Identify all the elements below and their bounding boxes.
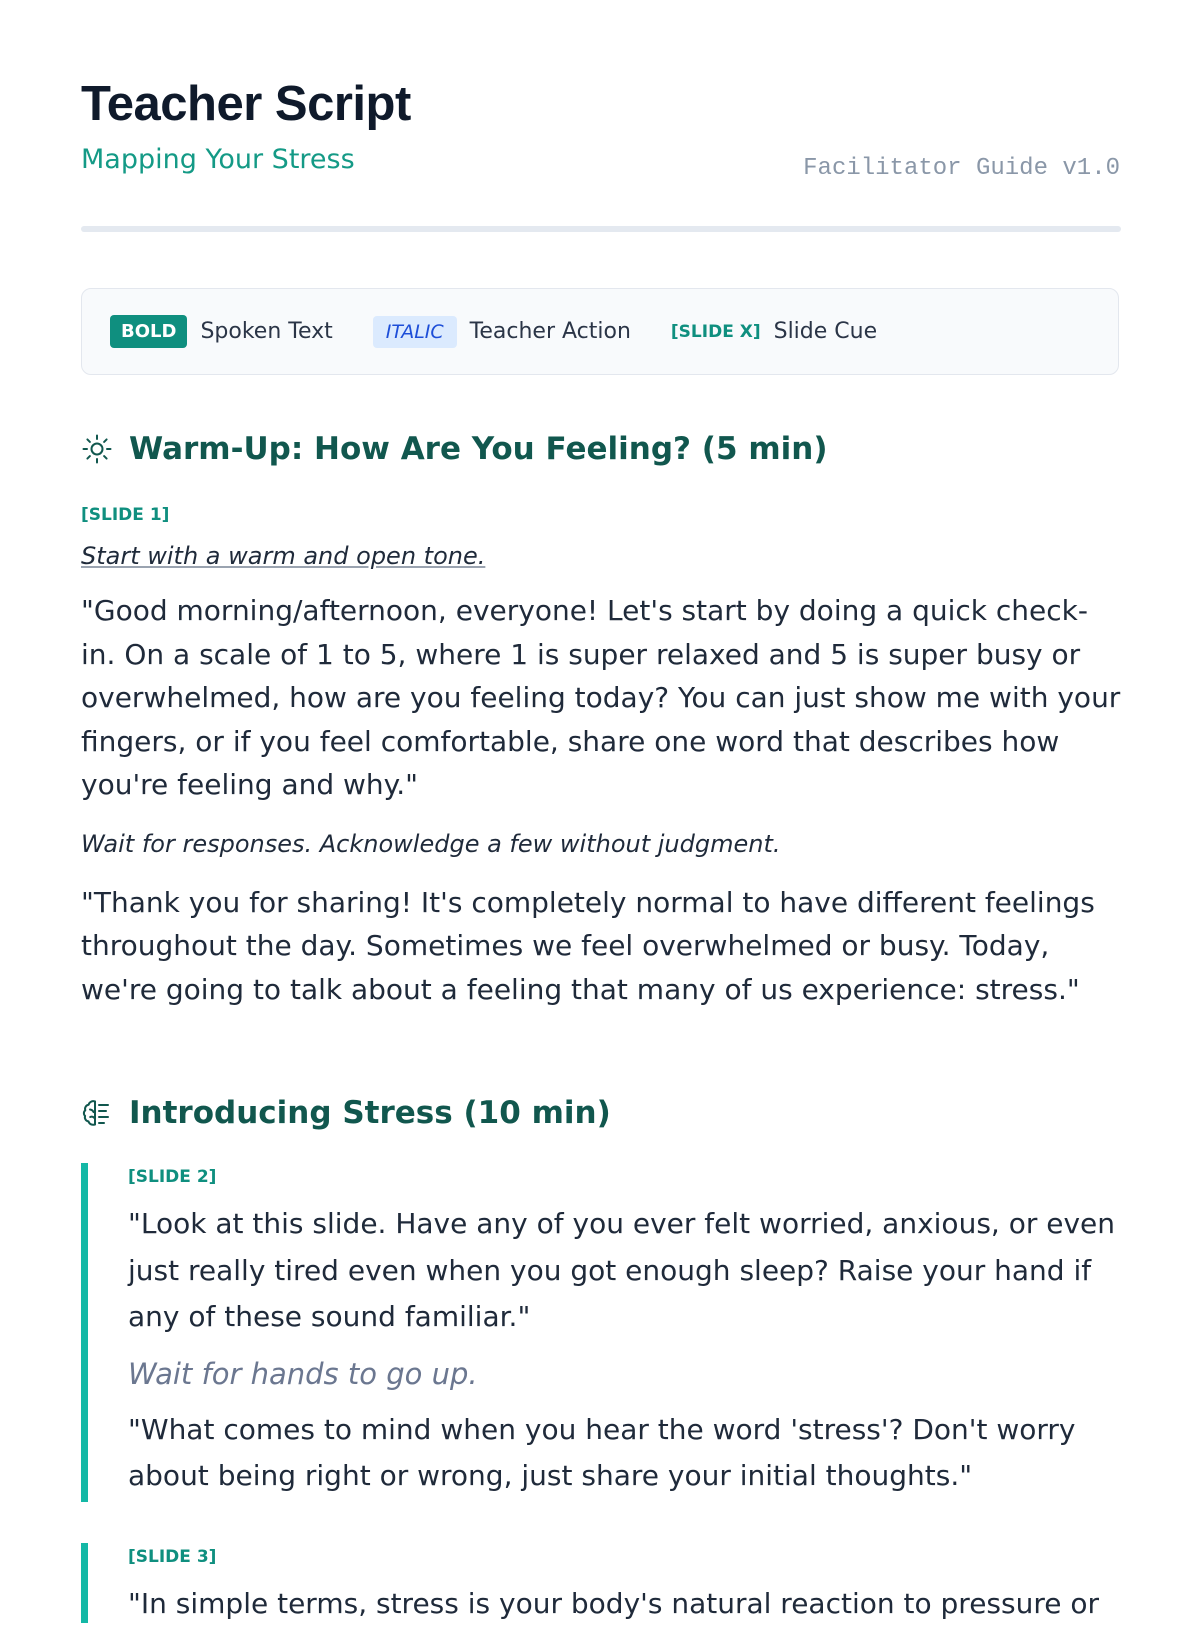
teacher-action: Wait for responses. Acknowledge a few without judgment. [81, 829, 781, 858]
guide-version-label: Facilitator Guide v1.0 [803, 155, 1120, 182]
sun-icon [81, 433, 113, 465]
legend-item-italic [373, 316, 631, 348]
format-legend [81, 288, 1119, 375]
brain-icon [81, 1097, 113, 1129]
section-heading-warm-up [81, 431, 828, 467]
warm-up-script [81, 505, 1121, 1011]
teacher-action: Wait for hands to go up. [128, 1356, 478, 1391]
page-subtitle: Mapping Your Stress [81, 143, 355, 175]
spoken-text: "What comes to mind when you hear the word 'stress'? Don't worry about being right or wrong, just share your initial thoughts." [128, 1412, 1076, 1492]
spoken-text: "Good morning/afternoon, everyone! Let's start by doing a quick check-in. On a scale of 1 to 5, where 1 is super relaxed and 5 is super busy or overwhelmed, how are you feeling today? You can just show me with your fingers, or if you feel comfortable, share one word that describes how you're feeling and why." [81, 594, 1121, 801]
bold-badge: BOLD [110, 315, 187, 348]
spoken-text: "In simple terms, stress is your body's natural reaction to pressure or [128, 1587, 1100, 1620]
slide-badge: [SLIDE X] [670, 321, 761, 342]
slide-cue: [SLIDE 2] [128, 1167, 217, 1187]
legend-item-bold [110, 315, 333, 348]
legend-label-slide: Slide Cue [773, 319, 878, 344]
legend-label-spoken: Spoken Text [200, 319, 333, 344]
section-title: Warm-Up: How Are You Feeling? (5 min) [129, 431, 828, 467]
teacher-action: Start with a warm and open tone. [81, 542, 486, 570]
section-title: Introducing Stress (10 min) [129, 1095, 611, 1131]
page-header [81, 77, 1120, 182]
slide-cue: [SLIDE 1] [81, 505, 170, 525]
legend-label-action: Teacher Action [469, 319, 631, 344]
script-block-slide-2 [81, 1163, 1121, 1502]
italic-badge: ITALIC [373, 316, 457, 348]
page-title: Teacher Script [81, 77, 411, 131]
legend-item-slide [671, 319, 877, 344]
script-block-slide-3 [81, 1543, 1121, 1623]
header-divider [81, 226, 1121, 232]
spoken-text: "Thank you for sharing! It's completely normal to have different feelings throughout the day. Sometimes we feel overwhelmed or busy. Today, we're going to talk about a feeling that many of us experience: stress." [81, 885, 1095, 1006]
spoken-text: "Look at this slide. Have any of you ever felt worried, anxious, or even just really tired even when you got enough sleep? Raise your hand if any of these sound familiar." [128, 1207, 1116, 1333]
slide-cue: [SLIDE 3] [128, 1547, 217, 1567]
section-heading-introducing-stress [81, 1095, 611, 1131]
